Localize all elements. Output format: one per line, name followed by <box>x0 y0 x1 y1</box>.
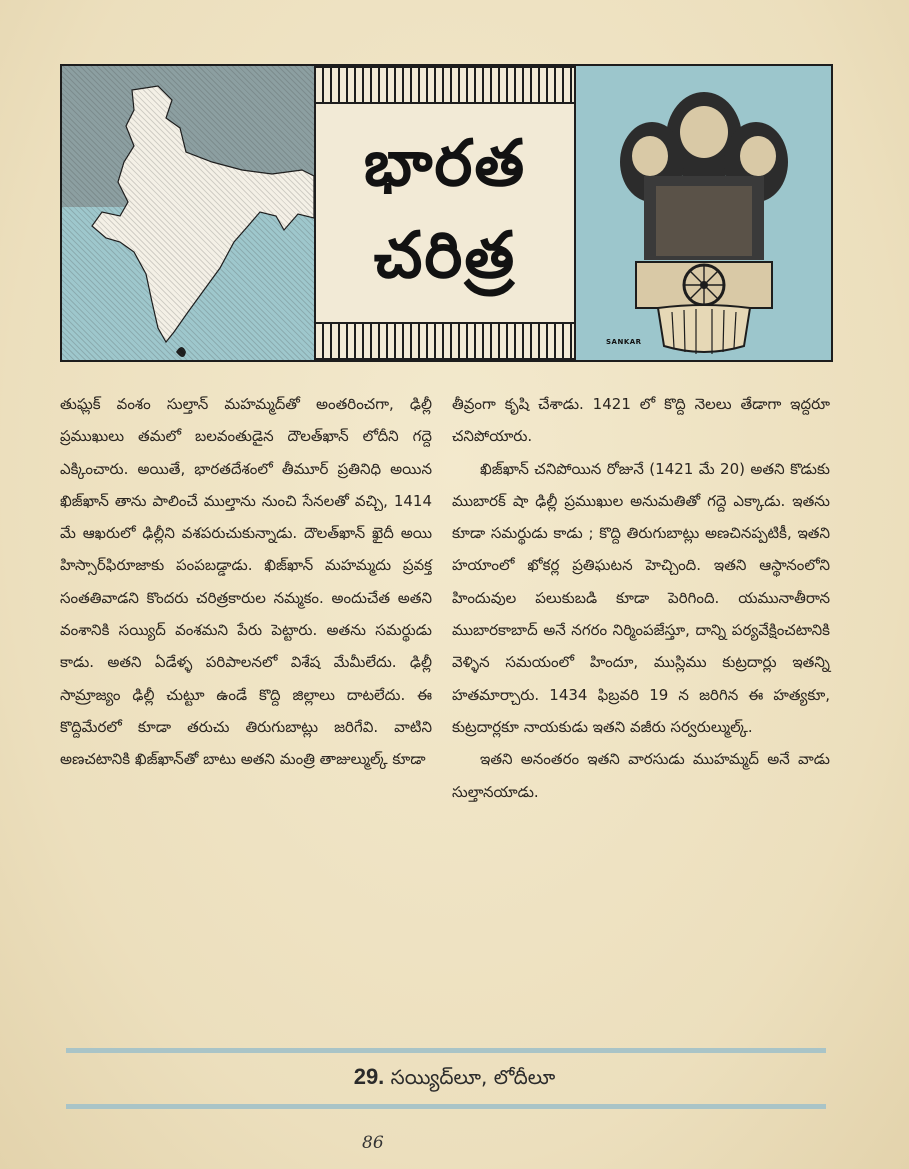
banner-title-line1: భారత <box>363 126 527 201</box>
lion-capital-emblem-icon <box>576 66 831 360</box>
footer-rule-top <box>66 1048 826 1053</box>
title-panel <box>316 66 576 360</box>
map-screen-texture <box>62 66 314 360</box>
right-text-column <box>452 388 830 808</box>
right-paragraph-1: తీవ్రంగా కృషి చేశాడు. 1421 లో కొద్ది నెలలు తేడాగా ఇద్దరూ చనిపోయారు. <box>452 395 830 446</box>
right-paragraph-3: ఇతని అనంతరం ఇతని వారసుడు ముహమ్మద్ అనే వాడు సుల్తానయాడు. <box>452 750 830 801</box>
banner <box>60 64 833 362</box>
right-paragraph-2: ఖిజ్‌ఖాన్ చనిపోయిన రోజునే (1421 మే 20) అతని కొడుకు ముబారక్ షా ఢిల్లీ ప్రముఖుల అనుమతితో గద్దె ఎక్కాడు. ఇతను కూడా సమర్థుడు కాడు ; కొద్ది తిరుగుబాట్లు అణచినప్పటికీ, ఇతని హయాంలో ఖోకర్ల ప్రతిఘటన హెచ్చింది. ఇతని ఆస్థానంలోని హిందువుల పలుకుబడి కూడా పెరిగింది. యమునాతీరాన ముబారకాబాద్ అనే నగరం నిర్మింపజేస్తూ, దాన్ని పర్యవేక్షించటానికి వెళ్ళిన సమయంలో హిందూ, ముస్లిము కుట్రదార్లు ఇతన్ని హతమార్చారు. 1434 ఫిబ్రవరి 19 న జరిగిన ఈ హత్యకూ, కుట్రదార్లకూ నాయకుడు ఇతని వజీరు సర్వరుల్ముల్క్. <box>452 459 830 736</box>
left-paragraph-1: తుఘ్లక్ వంశం సుల్తాన్ మహమ్మద్‌తో అంతరించగా, ఢిల్లీ ప్రముఖులు తమలో బలవంతుడైన దౌలత్‌ఖాన్ లోదీని గద్దె ఎక్కించారు. అయితే, భారతదేశంలో తీమూర్ ప్రతినిధి అయిన ఖిజ్‌ఖాన్ తాను పాలించే ముల్తాను నుంచి సేనలతో వచ్చి, 1414 మే ఆఖరులో ఢిల్లీని వశపరుచుకున్నాడు. దౌలత్‌ఖాన్ ఖైదీ అయి హిస్సార్‌ఫిరూజాకు పంపబడ్డాడు. ఖిజ్‌ఖాన్ మహమ్మదు ప్రవక్త సంతతివాడని కొందరు చరిత్రకారుల నమ్మకం. అందుచేత అతని వంశానికి సయ్యిద్ వంశమని పేరు పెట్టారు. అతను సమర్థుడు కాడు. అతని ఏడేళ్ళ పరిపాలనలో విశేష మేమీలేదు. ఢిల్లీ సామ్రాజ్యం ఢిల్లీ చుట్టూ ఉండే కొద్ది జిల్లాలు దాటలేదు. ఈ కొద్దిమేరలో కూడా తరుచు తిరుగుబాట్లు జరిగేవి. వాటిని అణచటానికి ఖిజ్‌ఖాన్‌తో బాటు అతని మంత్రి తాజుల్ముల్క్ కూడా <box>60 395 432 769</box>
page-number: 86 <box>362 1133 384 1153</box>
decorative-border-bottom <box>316 322 574 360</box>
banner-title-line2: చరిత్ర <box>373 218 517 293</box>
emblem-panel <box>576 66 831 360</box>
left-text-column <box>60 388 432 776</box>
artist-signature: SANKAR <box>606 338 642 346</box>
chapter-number: 29. <box>353 1064 385 1089</box>
chapter-title: సయ్యిద్‌లూ, లోదీలూ <box>390 1065 556 1089</box>
footer-rule-bottom <box>66 1104 826 1109</box>
india-map-panel <box>62 66 316 360</box>
decorative-border-top <box>316 66 574 104</box>
chapter-heading <box>0 1064 909 1094</box>
